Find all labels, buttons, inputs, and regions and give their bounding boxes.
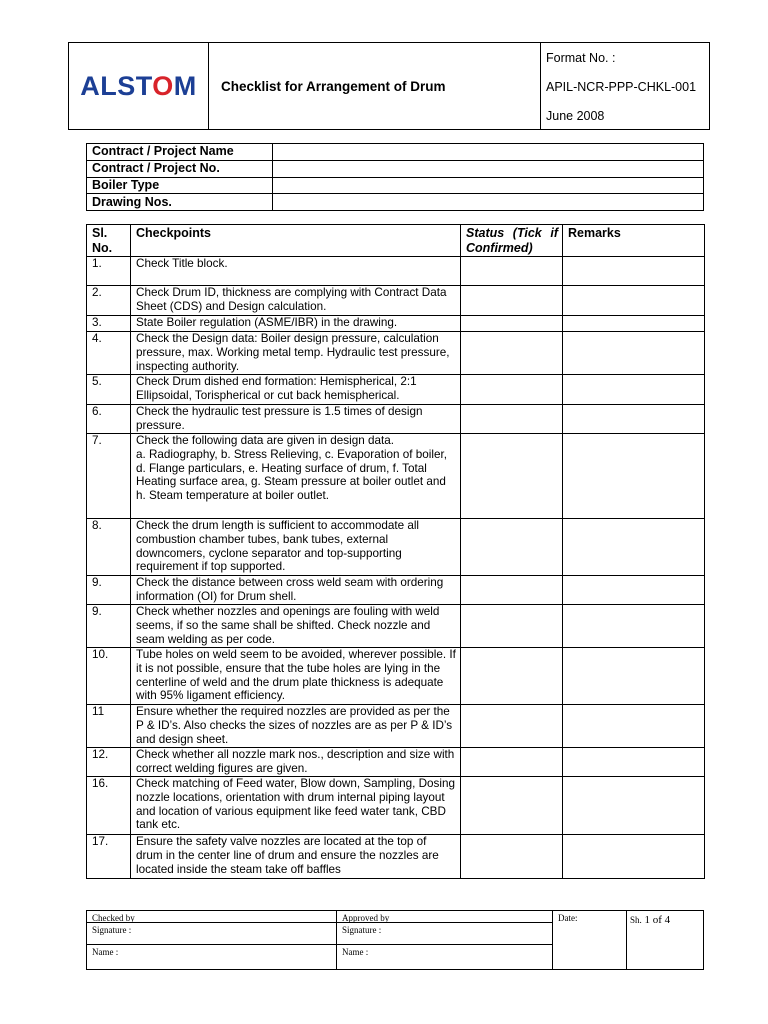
project-info-row — [87, 194, 704, 211]
remarks-cell[interactable] — [563, 332, 705, 375]
approved-by-column — [337, 911, 553, 969]
remarks-cell[interactable] — [563, 576, 705, 605]
sheet-value: 1 of 4 — [644, 914, 671, 926]
remarks-cell[interactable] — [563, 835, 705, 879]
header-checkpoints: Checkpoints — [131, 225, 461, 257]
checkpoint-row — [87, 332, 705, 375]
project-info-label: Drawing Nos. — [87, 194, 273, 211]
checkpoint-row — [87, 835, 705, 879]
remarks-cell[interactable] — [563, 748, 705, 777]
checked-signature-field[interactable]: Signature : — [87, 923, 336, 945]
checkpoint-row — [87, 405, 705, 434]
checkpoint-row — [87, 576, 705, 605]
status-tick-cell[interactable] — [461, 519, 563, 576]
format-label: Format No. : — [546, 51, 616, 65]
checkpoint-number: 6. — [87, 405, 131, 434]
remarks-cell[interactable] — [563, 405, 705, 434]
status-tick-cell[interactable] — [461, 257, 563, 286]
project-info-value-field[interactable] — [273, 144, 704, 161]
status-tick-cell[interactable] — [461, 605, 563, 648]
alstom-logo-text — [80, 71, 197, 102]
checkpoint-description: State Boiler regulation (ASME/IBR) in the drawing. — [131, 316, 461, 332]
checkpoint-number: 8. — [87, 519, 131, 576]
checkpoint-number: 7. — [87, 434, 131, 519]
checkpoint-description: Check Drum dished end formation: Hemispherical, 2:1 Ellipsoidal, Torispherical or cut back hemispherical. — [131, 375, 461, 405]
checkpoint-row — [87, 519, 705, 576]
status-tick-cell[interactable] — [461, 835, 563, 879]
checkpoint-description: Check the distance between cross weld seam with ordering information (OI) for Drum shell. — [131, 576, 461, 605]
remarks-cell[interactable] — [563, 777, 705, 835]
project-info-row — [87, 144, 704, 161]
checkpoint-number: 11 — [87, 705, 131, 748]
checkpoint-row — [87, 705, 705, 748]
approved-by-label: Approved by — [337, 911, 552, 923]
checkpoint-description: Check the drum length is sufficient to accommodate all combustion chamber tubes, bank tubes, external downcomers, cyclone separator and top-supporting requirement if top supported. — [131, 519, 461, 576]
format-date: June 2008 — [546, 109, 605, 123]
checkpoint-description: Tube holes on weld seem to be avoided, wherever possible. If it is not possible, ensure that the tube holes are lying in the centerline of weld and the drum plate thickness is adequate with 95% ligament efficiency. — [131, 648, 461, 705]
checkpoint-description: Ensure whether the required nozzles are provided as per the P & ID’s. Also checks the sizes of nozzles are as per P & ID’s and design sheet. — [131, 705, 461, 748]
checkpoints-header-row — [87, 225, 705, 257]
status-tick-cell[interactable] — [461, 777, 563, 835]
logo-part-1: ALST — [80, 70, 153, 101]
remarks-cell[interactable] — [563, 375, 705, 405]
header-sl-no: Sl. No. — [87, 225, 131, 257]
project-info-value-field[interactable] — [273, 160, 704, 177]
project-info-label: Contract / Project No. — [87, 160, 273, 177]
status-tick-cell[interactable] — [461, 648, 563, 705]
project-info-label: Boiler Type — [87, 177, 273, 194]
project-info-value-field[interactable] — [273, 194, 704, 211]
checkpoint-description: Check the Design data: Boiler design pressure, calculation pressure, max. Working metal temp. Hydraulic test pressure, inspecting authority. — [131, 332, 461, 375]
checkpoint-description: Check Drum ID, thickness are complying with Contract Data Sheet (CDS) and Design calculation. — [131, 286, 461, 316]
checkpoints-table — [86, 224, 705, 879]
document-title: Checklist for Arrangement of Drum — [209, 43, 541, 129]
remarks-cell[interactable] — [563, 286, 705, 316]
checkpoint-description: Check the following data are given in design data. a. Radiography, b. Stress Relieving, c. Evaporation of boiler, d. Flange particulars, e. Heating surface of drum, f. Total Heating surface area, g. Steam pressure at boiler outlet and h. Steam temperature at boiler outlet. — [131, 434, 461, 519]
checkpoint-description: Check matching of Feed water, Blow down, Sampling, Dosing nozzle locations, orientation with drum internal piping layout and location of various equipment like feed water tank, CBD tank etc. — [131, 777, 461, 835]
project-info-row — [87, 160, 704, 177]
status-tick-cell[interactable] — [461, 286, 563, 316]
checkpoint-row — [87, 286, 705, 316]
signoff-footer — [86, 910, 704, 970]
status-tick-cell[interactable] — [461, 375, 563, 405]
date-label: Date: — [558, 913, 578, 923]
status-tick-cell[interactable] — [461, 316, 563, 332]
checkpoint-number: 1. — [87, 257, 131, 286]
checkpoint-description: Check Title block. — [131, 257, 461, 286]
checkpoint-row — [87, 257, 705, 286]
approved-name-field[interactable]: Name : — [342, 947, 369, 957]
status-tick-cell[interactable] — [461, 434, 563, 519]
header-status: Status (Tick if Confirmed) — [461, 225, 563, 257]
status-tick-cell[interactable] — [461, 748, 563, 777]
date-column[interactable] — [553, 911, 627, 969]
header-remarks: Remarks — [563, 225, 705, 257]
checkpoint-row — [87, 648, 705, 705]
status-tick-cell[interactable] — [461, 576, 563, 605]
company-logo — [69, 43, 209, 129]
remarks-cell[interactable] — [563, 705, 705, 748]
format-number: APIL-NCR-PPP-CHKL-001 — [546, 80, 697, 94]
status-tick-cell[interactable] — [461, 405, 563, 434]
remarks-cell[interactable] — [563, 605, 705, 648]
checkpoint-row — [87, 316, 705, 332]
checkpoint-number: 10. — [87, 648, 131, 705]
checkpoint-number: 9. — [87, 576, 131, 605]
document-header — [68, 42, 710, 130]
remarks-cell[interactable] — [563, 519, 705, 576]
checkpoint-row — [87, 777, 705, 835]
remarks-cell[interactable] — [563, 316, 705, 332]
checkpoint-row — [87, 375, 705, 405]
checkpoint-row — [87, 748, 705, 777]
checkpoint-description: Check whether all nozzle mark nos., description and size with correct welding figures are given. — [131, 748, 461, 777]
checkpoint-description: Check the hydraulic test pressure is 1.5 times of design pressure. — [131, 405, 461, 434]
status-tick-cell[interactable] — [461, 332, 563, 375]
checkpoint-row — [87, 605, 705, 648]
format-info — [541, 43, 709, 129]
project-info-value-field[interactable] — [273, 177, 704, 194]
remarks-cell[interactable] — [563, 257, 705, 286]
status-tick-cell[interactable] — [461, 705, 563, 748]
logo-part-o: O — [152, 70, 174, 101]
checkpoint-number: 17. — [87, 835, 131, 879]
sheet-number — [629, 914, 701, 926]
checked-by-column — [87, 911, 337, 969]
checkpoint-row — [87, 434, 705, 519]
checkpoint-number: 3. — [87, 316, 131, 332]
checkpoint-number: 9. — [87, 605, 131, 648]
checkpoint-number: 16. — [87, 777, 131, 835]
sheet-prefix: Sh. — [630, 915, 642, 925]
checkpoint-number: 4. — [87, 332, 131, 375]
remarks-cell[interactable] — [563, 648, 705, 705]
project-info-table — [86, 143, 704, 211]
project-info-row — [87, 177, 704, 194]
checked-by-label: Checked by — [87, 911, 336, 923]
checkpoint-description: Ensure the safety valve nozzles are located at the top of drum in the center line of drum and ensure the nozzles are located inside the steam take off baffles — [131, 835, 461, 879]
remarks-cell[interactable] — [563, 434, 705, 519]
project-info-label: Contract / Project Name — [87, 144, 273, 161]
logo-part-2: M — [173, 70, 197, 101]
checkpoint-number: 12. — [87, 748, 131, 777]
approved-signature-field[interactable]: Signature : — [337, 923, 552, 945]
checked-name-field[interactable]: Name : — [92, 947, 119, 957]
sheet-column — [627, 911, 703, 969]
checkpoint-number: 2. — [87, 286, 131, 316]
checkpoint-number: 5. — [87, 375, 131, 405]
checkpoint-description: Check whether nozzles and openings are fouling with weld seems, if so the same shall be shifted. Check nozzle and seam welding as per code. — [131, 605, 461, 648]
